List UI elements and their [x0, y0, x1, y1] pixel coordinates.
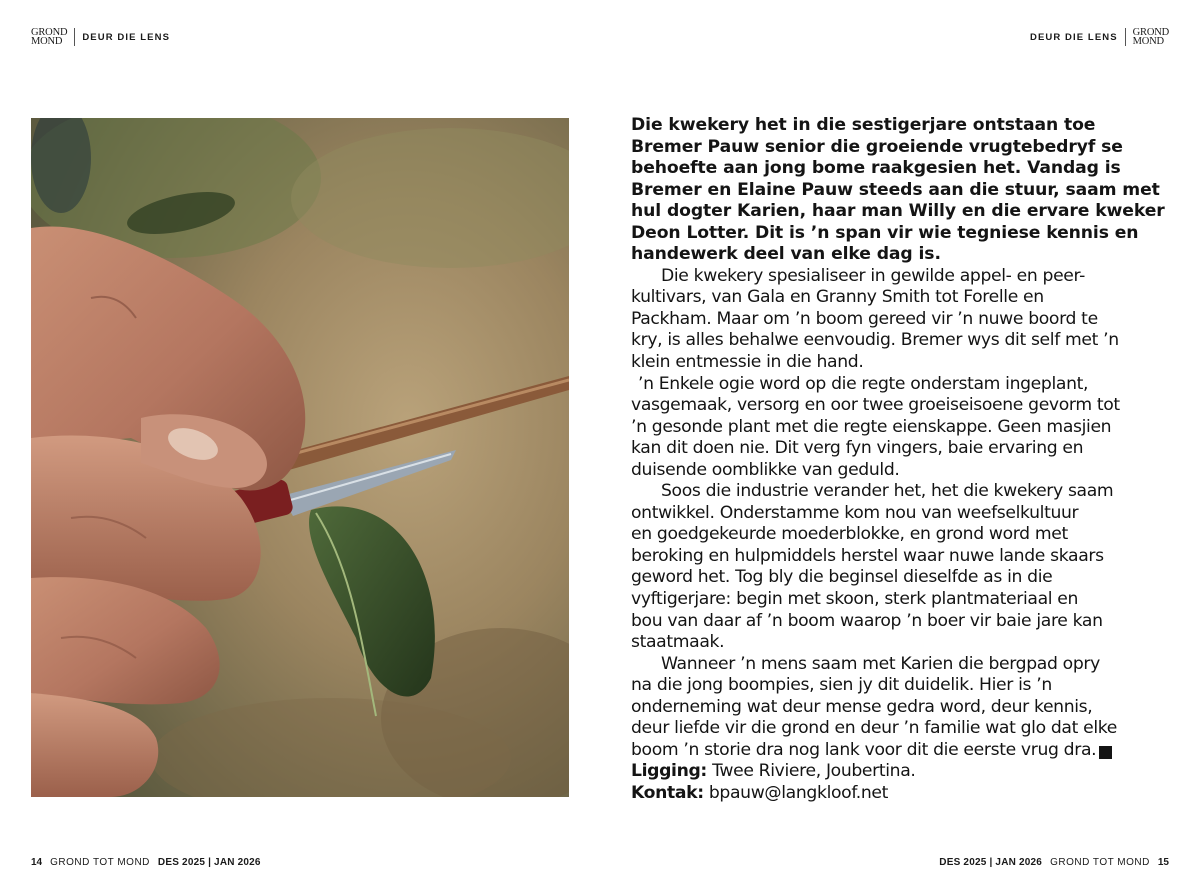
- magazine-name: GROND TOT MOND: [50, 857, 150, 868]
- location-label: Ligging:: [631, 761, 707, 782]
- paragraph-3: Soos die industrie verander het, het die kwekery saam ontwikkel. Onderstamme kom nou van weefselkultuur en goedgekeurde moederblokke, en grond word met beroking en hulpmiddels herstel waar nuwe lande skaars geword het. Tog bly die beginsel dieselfde as in die vyftigerjare: begin met skoon, sterk plantmateriaal en bou van daar af ’n boom waarop ’n boer vir baie jare kan staatmaak.: [631, 481, 1114, 653]
- paragraph-1: Die kwekery spesialiseer in gewilde appel- en peer- kultivars, van Gala en Granny Smith tot Forelle en Packham. Maar om ’n boom gereed vir ’n nuwe boord te kry, is alles behalwe eenvoudig. Bremer wys dit self met ’n klein entmessie in die hand.: [631, 265, 1119, 373]
- issue-date: DES 2025 | JAN 2026: [939, 857, 1043, 868]
- contact-line: [631, 783, 1191, 805]
- contact-label: Kontak:: [631, 782, 704, 803]
- lead-paragraph: Die kwekery het in die sestigerjare ontstaan toe Bremer Pauw senior die groeiende vrugtebedryf se behoefte aan jong bome raakgesien het. Vandag is Bremer en Elaine Pauw steeds aan die stuur, saam met hul dogter Karien, haar man Willy en die ervare kweker Deon Lotter. Dit is ’n span vir wie tegniese kennis en handewerk deel van elke dag is.: [631, 115, 1165, 265]
- footer-right: [939, 857, 1169, 868]
- page-number: 15: [1157, 857, 1169, 868]
- paragraph-2: ’n Enkele ogie word op die regte onderstam ingeplant, vasgemaak, versorg en oor twee groeiseisoene gevorm tot ’n gesonde plant met die regte eienskappe. Geen masjien kan dit doen nie. Dit verg fyn vingers, baie ervaring en duisende oomblikke van geduld.: [631, 373, 1120, 480]
- page-number: 14: [31, 857, 43, 868]
- header-divider: [74, 28, 75, 46]
- footer-left: [31, 857, 261, 868]
- paragraph-4: Wanneer ’n mens saam met Karien die bergpad opry na die jong boompies, sien jy dit duidelik. Hier is ’n onderneming wat deur mense gedra word, deur kennis, deur liefde vir die grond en deur ’n familie wat glo dat elke boom ’n storie dra nog lank voor dit die eerste vrug dra. ▼: [631, 653, 1136, 760]
- end-mark-icon: ▼: [1099, 746, 1112, 759]
- location-value: Twee Riviere, Joubertina.: [712, 761, 916, 782]
- contact-email-link[interactable]: bpauw@langkloof.net: [708, 782, 889, 803]
- header-left: [31, 28, 170, 46]
- article-text: [631, 115, 1191, 805]
- header-right: [1030, 28, 1169, 46]
- location-line: [631, 761, 1191, 783]
- section-title: DEUR DIE LENS: [1029, 31, 1118, 43]
- magazine-logo[interactable]: GROND MOND: [31, 27, 68, 47]
- magazine-logo[interactable]: GROND MOND: [1132, 27, 1169, 47]
- magazine-name: GROND TOT MOND: [1050, 857, 1150, 868]
- grafting-photo: [31, 118, 569, 797]
- section-title: DEUR DIE LENS: [82, 31, 171, 43]
- header-divider: [1125, 28, 1126, 46]
- issue-date: DES 2025 | JAN 2026: [157, 857, 261, 868]
